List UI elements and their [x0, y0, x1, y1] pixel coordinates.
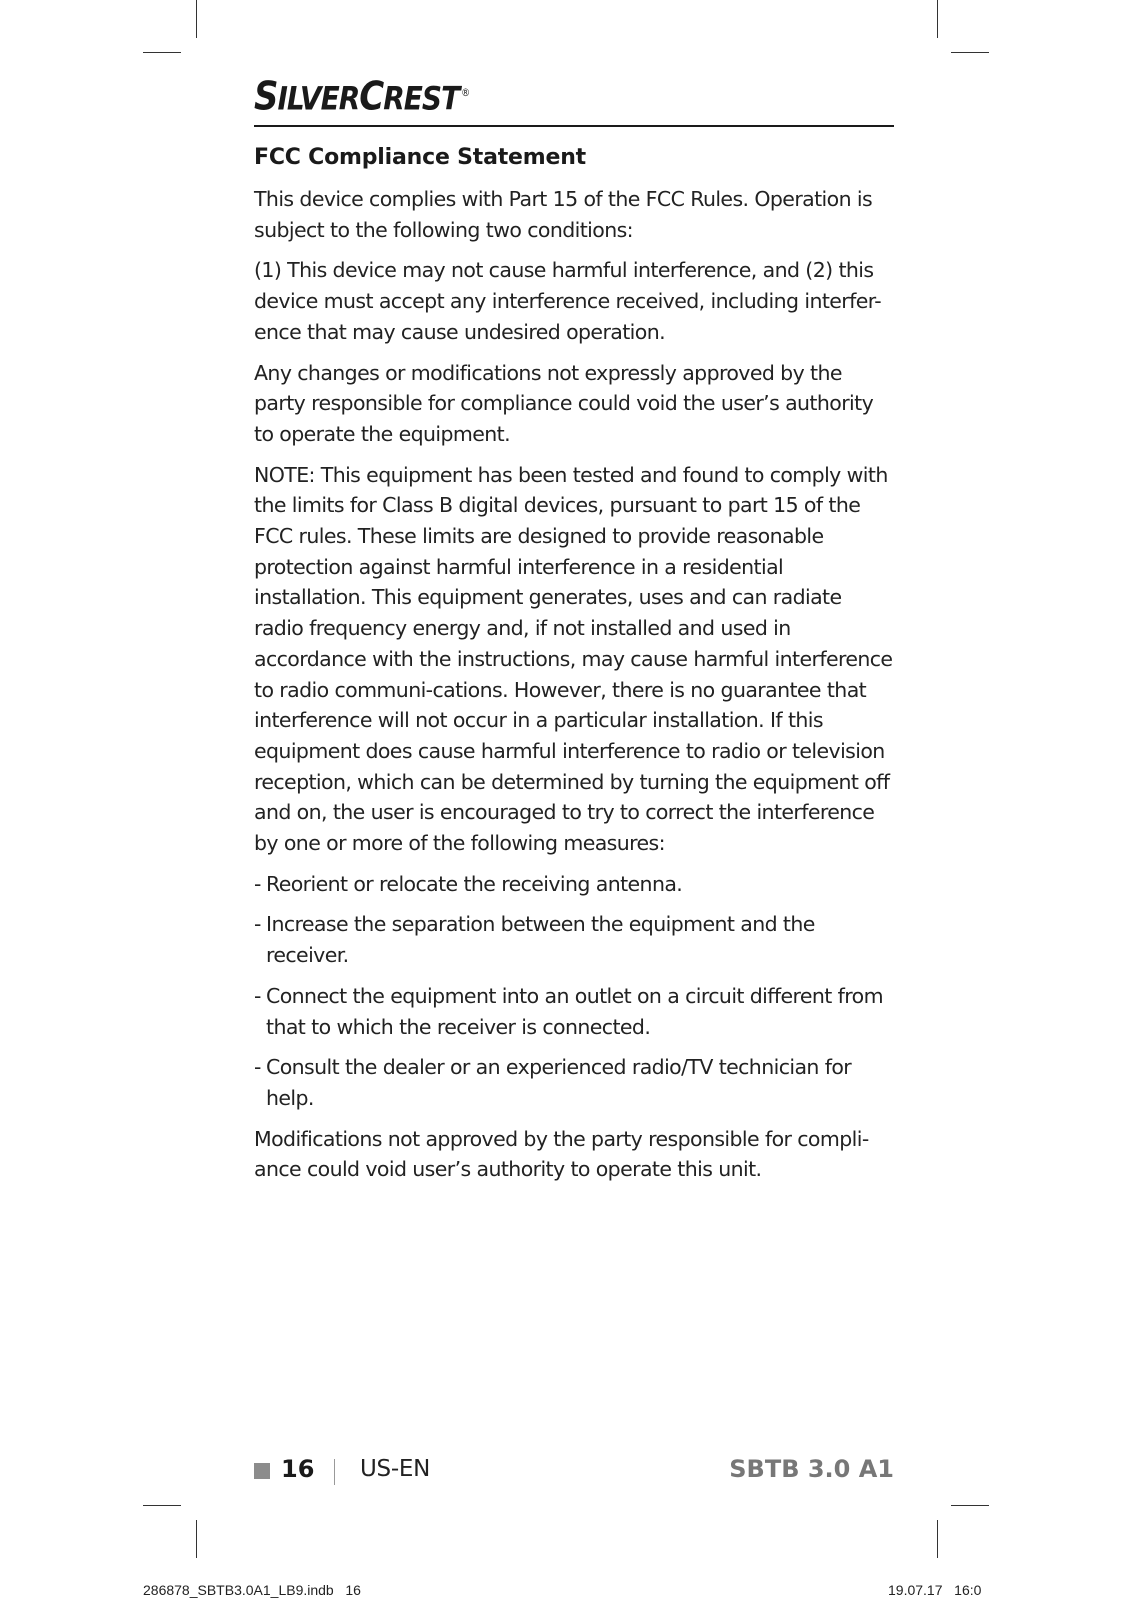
brand-logo: SILVERCREST ® [254, 74, 470, 120]
paragraph: This device complies with Part 15 of the FCC Rules. Operation is subject to the following two conditions: [254, 187, 873, 242]
paragraph: NOTE: This equipment has been tested and found to comply with the limits for Class B digital devices, pursuant to part 15 of the FCC rules. These limits are designed to provide reasonable protection against harmful interference in a residential installation. This equipment generates, uses and can radiate radio frequency energy and, if not installed and used in accordance with the instructions, may cause harmful interference to radio communi-cations. However, there is no guarantee that interference will not occur in a particular installation. If this equipment does cause harmful interference to radio or television reception, which can be determined by turning the equipment off and on, the user is encouraged to try to correct the interference by one or more of the following measures: [254, 462, 893, 856]
language-code: US-EN [360, 1456, 430, 1482]
page-number: 16 [281, 1455, 315, 1483]
closing-paragraph: Modifications not approved by the party responsible for compli-ance could void user’s authority to operate this unit. [254, 1126, 869, 1182]
page-content [254, 145, 894, 1195]
model-number: SBTB 3.0 A1 [729, 1455, 894, 1483]
list-item: - Reorient or relocate the receiving antenna. [254, 869, 894, 900]
header-rule [254, 125, 894, 127]
crop-mark [196, 1520, 197, 1558]
footer-divider [334, 1459, 335, 1485]
paragraph: Any changes or modifications not expressly approved by the party responsible for compliance could void the user’s authority to operate the equipment. [254, 360, 874, 446]
print-slug-date: 19.07.17 16:0 [888, 1582, 982, 1598]
page-footer [254, 1455, 894, 1487]
bullet: - [254, 871, 261, 896]
crop-mark [951, 1505, 989, 1506]
crop-mark [951, 52, 989, 53]
bullet: - [254, 912, 261, 937]
print-slug-file: 286878_SBTB3.0A1_LB9.indb 16 [143, 1582, 361, 1598]
crop-mark [143, 52, 181, 53]
crop-mark [196, 0, 197, 38]
list-item: - Connect the equipment into an outlet on a circuit different from that to which the receiver is connected. [254, 981, 894, 1042]
paragraph: (1) This device may not cause harmful interference, and (2) this device must accept any interference received, including interfer-ence that may cause undesired operation. [254, 258, 882, 344]
list-item: - Consult the dealer or an experienced radio/TV technician for help. [254, 1052, 894, 1113]
bullet: - [254, 1055, 261, 1080]
crop-mark [937, 0, 938, 38]
list-item: - Increase the separation between the equipment and the receiver. [254, 909, 894, 970]
bullet: - [254, 983, 261, 1008]
section-title: FCC Compliance Statement [254, 145, 586, 170]
crop-mark [937, 1520, 938, 1558]
crop-mark [143, 1505, 181, 1506]
square-marker-icon [254, 1463, 270, 1479]
